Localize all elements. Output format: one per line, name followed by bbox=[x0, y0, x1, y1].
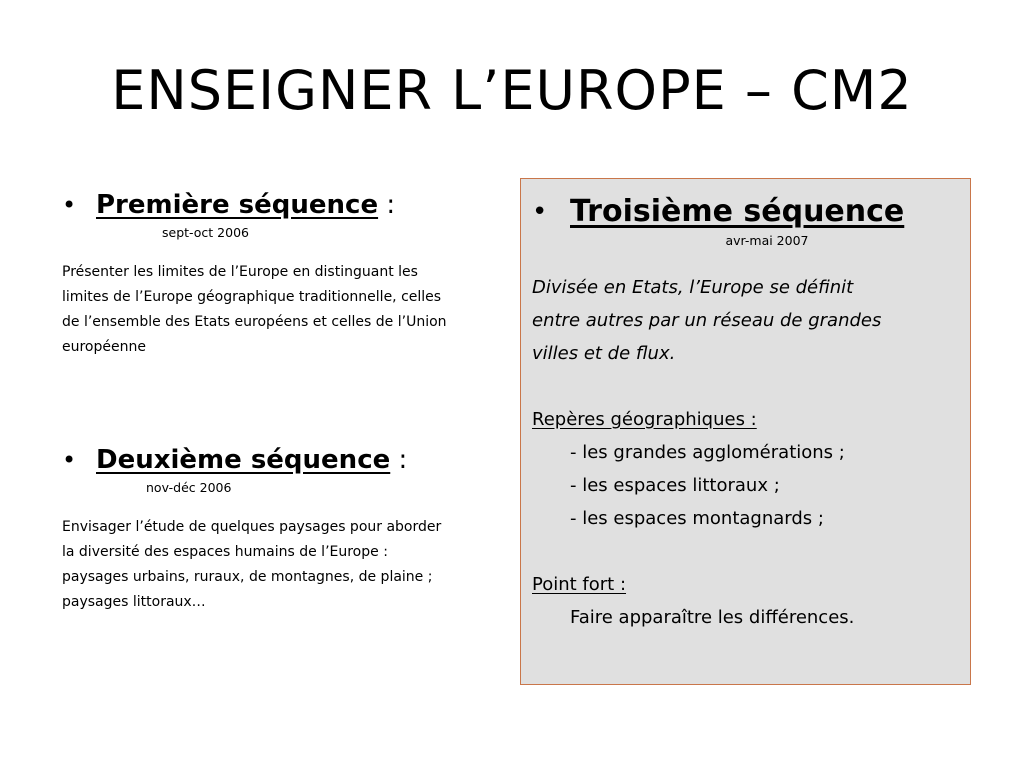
sequence-2-title: Deuxième séquence bbox=[96, 445, 391, 475]
sequence-1-description bbox=[62, 260, 502, 360]
bullet-icon: • bbox=[62, 191, 77, 219]
description-line: paysages urbains, ruraux, de montagnes, de plaine ; bbox=[62, 569, 433, 585]
description-line: de l’ensemble des Etats européens et celles de l’Union bbox=[62, 314, 447, 330]
description-line: européenne bbox=[62, 339, 146, 355]
intro-line: Divisée en Etats, l’Europe se définit bbox=[532, 277, 854, 298]
sequence-1-colon: : bbox=[378, 190, 396, 220]
sequence-3-body bbox=[532, 271, 962, 634]
description-line: la diversité des espaces humains de l’Europe : bbox=[62, 544, 388, 560]
intro-line: villes et de flux. bbox=[532, 343, 676, 364]
sequence-1-title: Première séquence bbox=[96, 190, 379, 220]
reperes-item: - les grandes agglomérations ; bbox=[570, 442, 845, 463]
sequence-3-heading bbox=[532, 189, 962, 235]
bullet-icon: • bbox=[532, 197, 548, 227]
sequence-3-title: Troisième séquence bbox=[570, 194, 905, 229]
bullet-icon: • bbox=[62, 446, 77, 474]
sequence-1 bbox=[62, 185, 502, 360]
description-line: paysages littoraux… bbox=[62, 594, 206, 610]
sequence-3-box bbox=[520, 178, 971, 685]
point-fort-text: Faire apparaître les différences. bbox=[570, 607, 855, 628]
intro-line: entre autres par un réseau de grandes bbox=[532, 310, 882, 331]
sequence-1-date: sept-oct 2006 bbox=[162, 225, 249, 240]
description-line: Présenter les limites de l’Europe en distinguant les bbox=[62, 264, 418, 280]
sequence-2-heading bbox=[62, 440, 502, 480]
slide-title: ENSEIGNER L’EUROPE – CM2 bbox=[111, 59, 913, 122]
sequence-3 bbox=[532, 189, 962, 634]
reperes-item: - les espaces montagnards ; bbox=[570, 508, 824, 529]
sequence-2 bbox=[62, 440, 502, 615]
description-line: limites de l’Europe géographique traditionnelle, celles bbox=[62, 289, 442, 305]
reperes-list bbox=[570, 436, 962, 535]
sequence-2-date: nov-déc 2006 bbox=[146, 480, 232, 495]
reperes-item: - les espaces littoraux ; bbox=[570, 475, 780, 496]
description-line: Envisager l’étude de quelques paysages pour aborder bbox=[62, 519, 442, 535]
sequence-3-date: avr-mai 2007 bbox=[725, 233, 809, 248]
sequence-2-colon: : bbox=[390, 445, 408, 475]
reperes-label: Repères géographiques : bbox=[532, 409, 757, 430]
sequence-2-description bbox=[62, 515, 502, 615]
point-fort-label: Point fort : bbox=[532, 574, 627, 595]
sequence-3-intro bbox=[532, 271, 962, 370]
sequence-1-heading bbox=[62, 185, 502, 225]
left-column bbox=[62, 185, 502, 615]
